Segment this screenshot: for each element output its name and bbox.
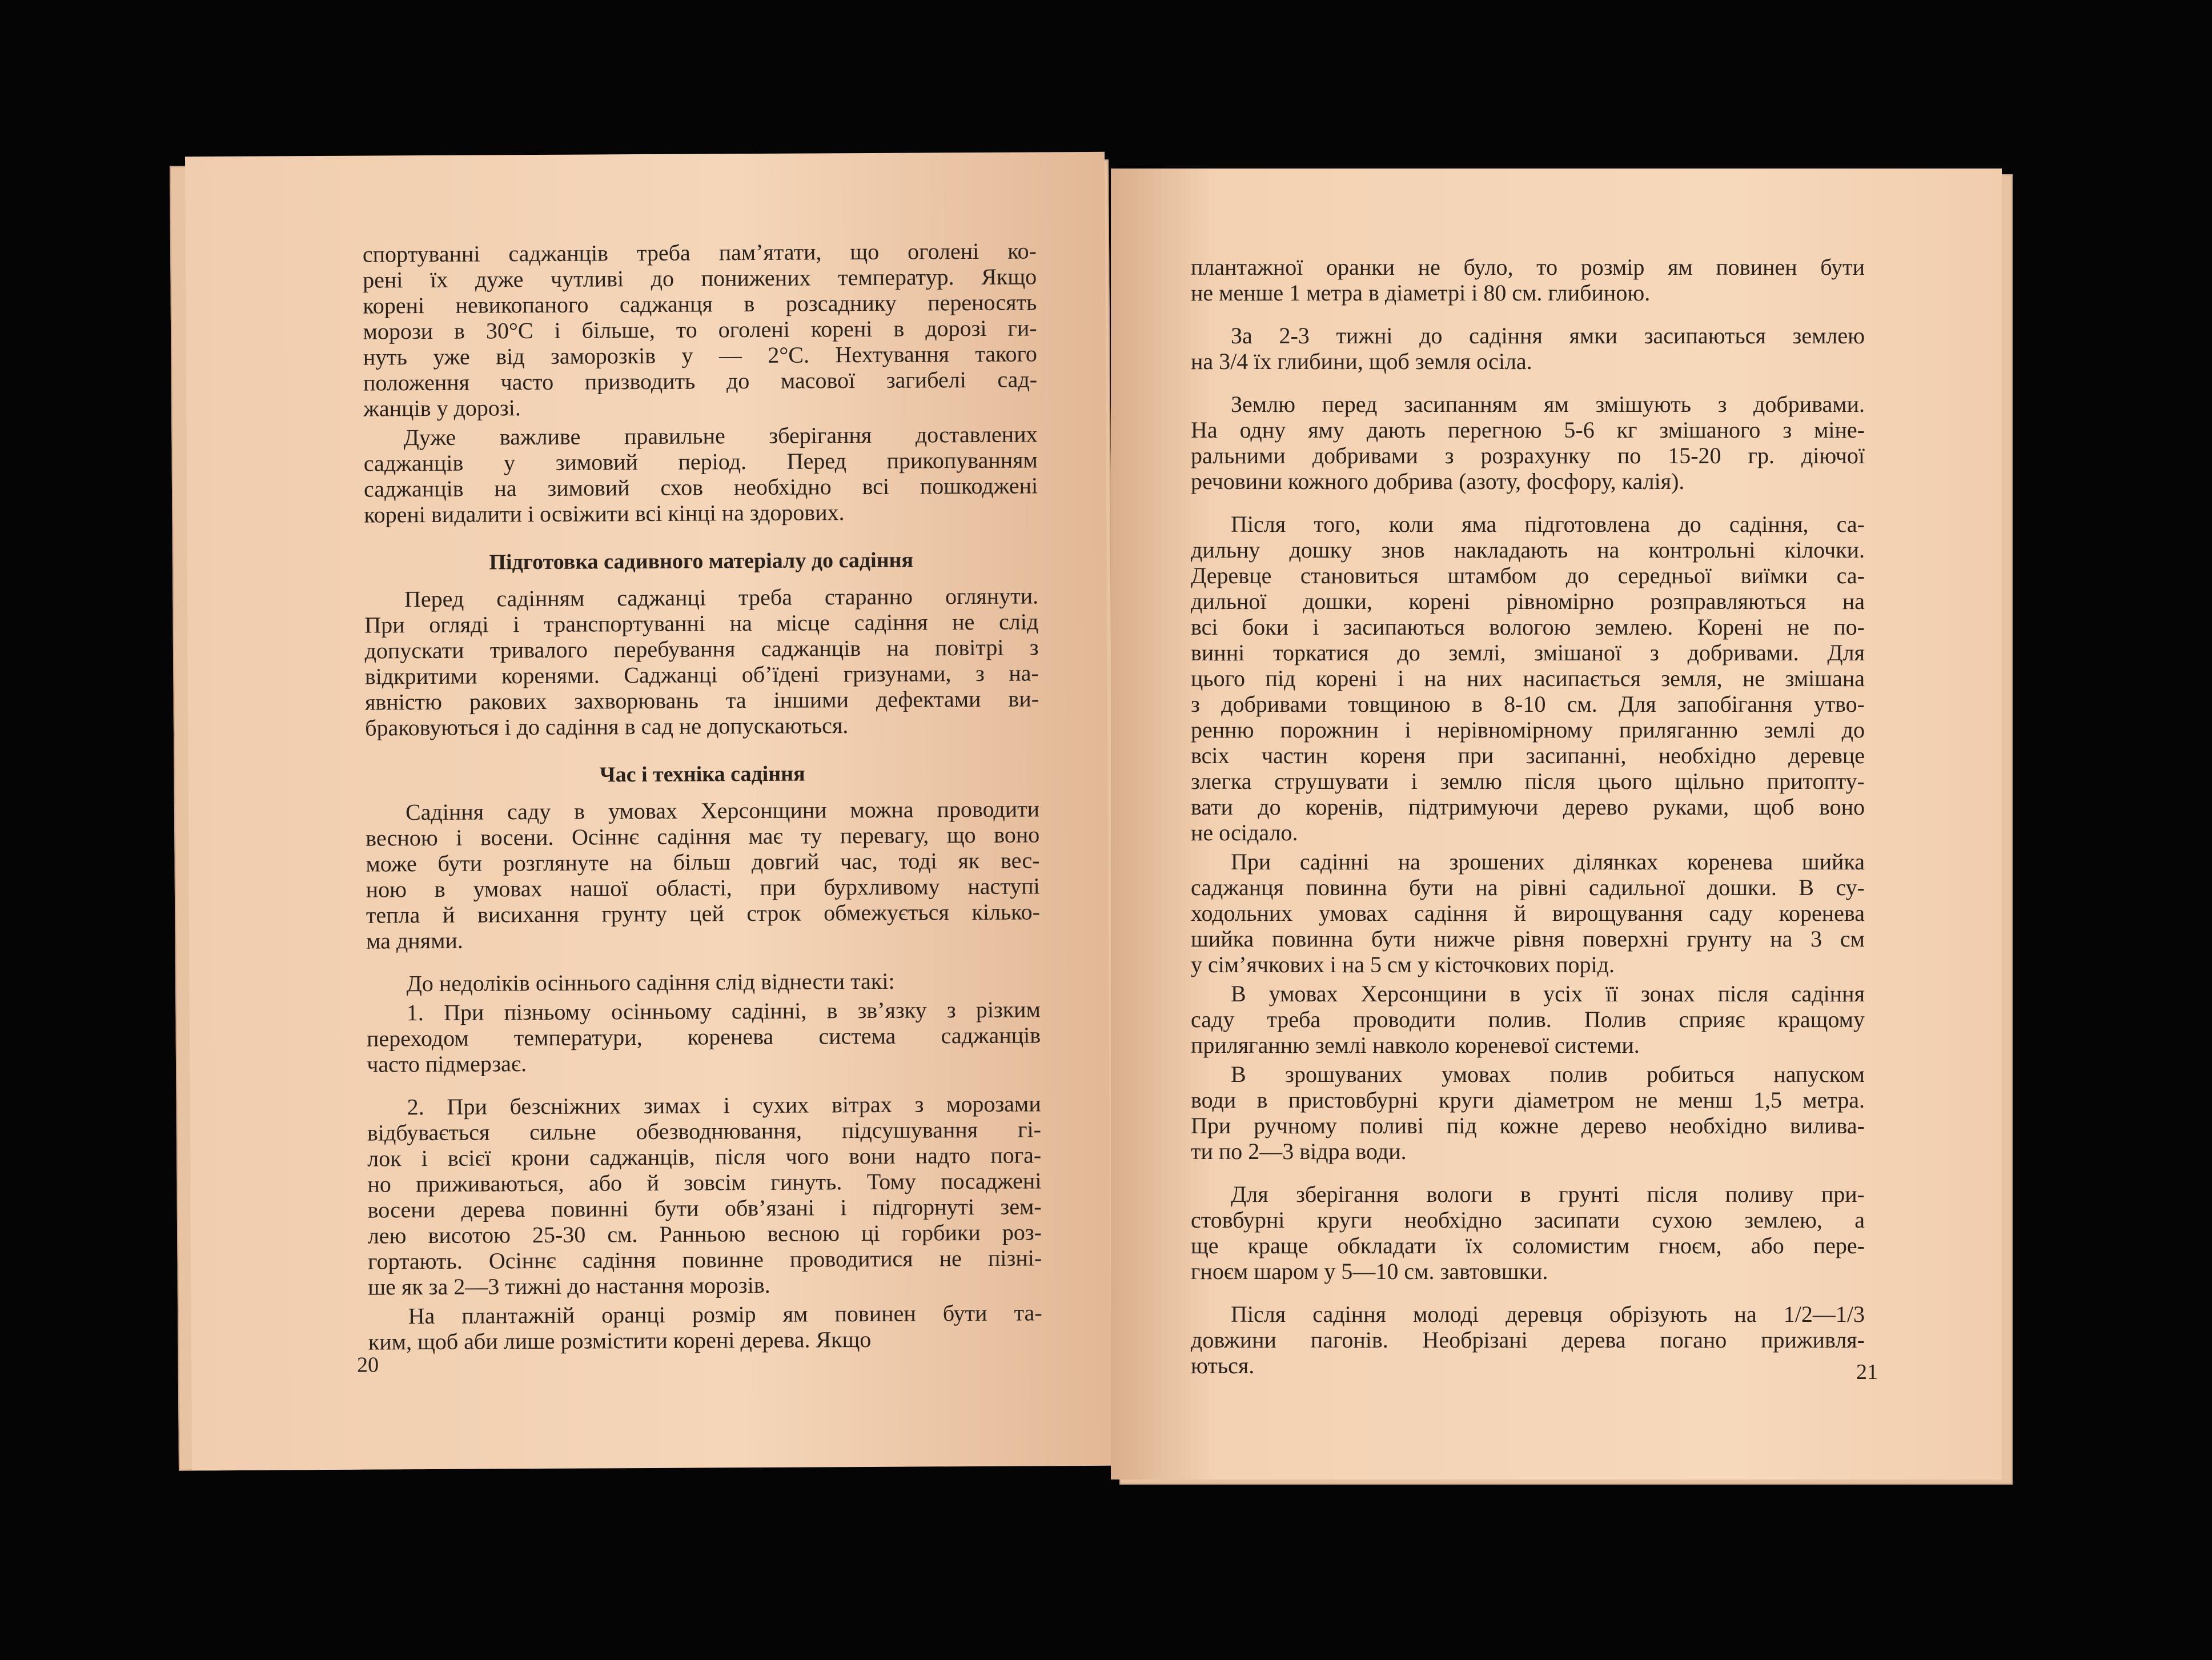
text-line: Перед садінням саджанці треба старанно оглянути. [404,583,1039,612]
paragraph [363,238,1038,421]
paragraph [368,1300,1042,1354]
page-number: 20 [356,1353,379,1377]
text-line: Садіння саду в умовах Херсонщини можна проводити [405,796,1040,825]
text-line: браковуються і до садіння в сад не допускаються. [365,712,849,741]
text-line: нуть уже від заморозків у — 2°С. Нехтування такого [363,340,1037,370]
paragraph [1191,323,1865,374]
text-line: гноєм шаром у 5—10 см. завтовшки. [1191,1258,1548,1284]
text-line: стовбурні круги необхідно засипати сухою землею, а [1191,1207,1865,1233]
text-line: у сім’ячкових і на 5 см у кісточкових порід. [1191,952,1615,977]
text-line: саду треба проводити полив. Полив сприяє кращому [1191,1007,1865,1032]
text-line: но приживаються, або й зовсім гинуть. Тому посаджені [367,1168,1042,1197]
text-line: вати до коренів, підтримуючи дерево руками, щоб воно [1191,794,1865,820]
paragraph [363,421,1038,527]
paragraph [367,996,1041,1077]
text-line: ким, щоб аби лише розмістити корені дерева. Якщо [368,1326,872,1355]
section-heading: Час і техніка садіння [599,761,805,787]
text-line: дильної дошки, корені рівномірно розправляються на [1191,588,1865,614]
text-line: За 2-3 тижні до садіння ямки засипаються землею [1231,323,1865,348]
text-line: води в пристовбурні круги діаметром не менш 1,5 метра. [1191,1087,1865,1113]
text-line: ною в умовах нашої області, при бурхливому наступі [366,873,1040,903]
text-line: При садінні на зрошених ділянках коренева шийка [1231,849,1865,875]
paragraph [1191,254,1865,306]
text-line: плантажної оранки не було, то розмір ям повинен бути [1191,254,1865,280]
text-line: В умовах Херсонщини в усіх її зонах після садіння [1231,981,1865,1007]
text-line: положення часто призводить до масової загибелі сад- [363,366,1038,396]
right-page [1111,169,2002,1479]
text-line: відбувається сильне обезводнювання, підсушування гі- [367,1116,1042,1146]
paragraph [366,796,1040,953]
text-line: з добривами товщиною в 8-10 см. Для запобігання утво- [1191,691,1865,717]
paragraph [366,967,1040,996]
text-line: весною і восени. Осіннє садіння має ту перевагу, що воно [366,821,1040,851]
text-line: При огляді і транспортуванні на місце садіння не слід [364,608,1039,638]
text-line: не осідало. [1191,820,1298,845]
text-line: шийка повинна бути нижче рівня поверхні грунту на 3 см [1191,926,1865,952]
text-line: тепла й висихання грунту цей строк обмежується кілько- [366,899,1041,928]
text-line: Після того, коли яма підготовлена до садіння, са- [1231,511,1865,537]
paragraph [1191,1181,1865,1284]
text-line: До недоліків осіннього садіння слід віднести такі: [406,968,895,997]
text-line: не менше 1 метра в діаметрі і 80 см. глибиною. [1191,280,1651,306]
text-line: допускати тривалого перебування саджанців на повітрі з [364,634,1039,664]
text-line: явністю ракових захворювань та іншими дефектами ви- [364,685,1039,715]
section-heading: Підготовка садивного матеріалу до садіння [489,548,914,575]
paragraph [364,583,1039,740]
paragraph [1191,981,1865,1058]
text-line: всіх частин кореня при засипанні, необхідно деревце [1191,743,1865,768]
text-line: відкритими коренями. Саджанці об’їдені гризунами, з на- [364,660,1039,689]
text-line: Після садіння молоді деревця обрізують на 1/2—1/3 [1231,1301,1865,1327]
text-line: переходом температури, коренева система саджанців [366,1022,1041,1052]
text-line: ше як за 2—3 тижні до настання морозів. [368,1272,770,1300]
text-line: довжини пагонів. Необрізані дерева погано приживля- [1191,1327,1865,1353]
text-line: всі боки і засипаються вологою землею. Корені не по- [1191,614,1865,640]
left-page [185,152,1111,1470]
text-line: На одну яму дають перегною 5-6 кг змішаного з міне- [1191,417,1865,443]
text-line: дильну дошку знов накладають на контрольні кілочки. [1191,537,1865,563]
text-line: цього під корені і на них насипається земля, не змішана [1191,665,1865,691]
text-line: приляганню землі навколо кореневої системи. [1191,1032,1640,1058]
paragraph [1191,849,1865,977]
paragraph [1191,511,1865,845]
text-line: лею висотою 25-30 см. Ранньою весною ці горбики роз- [367,1219,1042,1249]
text-line: гортають. Осіннє садіння повинне проводитися не пізні- [368,1245,1042,1274]
text-line: корені невикопаного саджанця в розсаднику переносять [363,289,1037,319]
text-line: На плантажній оранці розмір ям повинен бути та- [408,1300,1042,1329]
text-line: ральними добривами з розрахунку по 15-20 гр. діючої [1191,443,1865,468]
paragraph [367,1090,1042,1300]
text-line: Деревце становиться штамбом до середньої виїмки са- [1191,563,1865,588]
paragraph [1191,1061,1865,1164]
text-line: злегка струшувати і землю після цього щільно притопту- [1191,768,1865,794]
text-line: Для зберігання вологи в грунті після поливу при- [1231,1181,1865,1207]
text-line: ма днями. [366,927,463,954]
text-line: При ручному поливі під кожне дерево необхідно вилива- [1191,1113,1865,1138]
right-page-text [1191,254,1865,1382]
text-line: саджанця повинна бути на рівні садильної дошки. В су- [1191,875,1865,900]
text-line: речовини кожного добрива (азоту, фосфору, калія). [1191,468,1685,494]
text-line: Дуже важливе правильне зберігання доставлених [403,421,1038,451]
text-line: рені їх дуже чутливі до понижених температур. Якщо [363,263,1037,293]
text-line: 2. При безсніжних зимах і сухих вітрах з морозами [407,1090,1041,1120]
text-line: ються. [1191,1353,1255,1378]
text-line: корені видалити і освіжити всі кінці на здорових. [364,499,845,528]
text-line: ходольних умовах садіння й вирощування саду коренева [1191,900,1865,926]
text-line: Землю перед засипанням ям змішують з добривами. [1231,391,1865,417]
paragraph [1191,391,1865,494]
text-line: жанців у дорозі. [363,395,521,422]
text-line: саджанців на зимовий схов необхідно всі пошкоджені [363,472,1038,502]
text-line: на 3/4 їх глибини, щоб земля осіла. [1191,348,1532,374]
text-line: ти по 2—3 відра води. [1191,1138,1407,1164]
text-line: ще краще обкладати їх соломистим гноєм, або пере- [1191,1233,1865,1258]
page-number: 21 [1856,1360,1878,1384]
text-line: часто підмерзає. [367,1050,527,1077]
text-line: спортуванні саджанців треба пам’ятати, що оголені ко- [362,238,1037,267]
text-line: може бути розглянуте на більш довгий час, тоді як вес- [366,847,1040,877]
text-line: винні торкатися до землі, змішаної з добривами. Для [1191,640,1865,665]
text-line: лок і всієї крони саджанців, після чого вони надто пога- [367,1142,1042,1172]
text-line: восени дерева повинні бути обв’язані і підгорнуті зем- [367,1193,1042,1223]
text-line: В зрошуваних умовах полив робиться напуском [1231,1061,1865,1087]
left-page-text [363,238,1042,1358]
text-line: морози в 30°С і більше, то оголені корені в дорозі ги- [363,315,1037,344]
text-line: ренню порожнин і нерівномірному приляганню землі до [1191,717,1865,743]
text-line: 1. При пізньому осінньому садінні, в зв’язку з різким [406,996,1041,1026]
text-line: саджанців у зимовий період. Перед прикопуванням [363,447,1038,476]
paragraph [1191,1301,1865,1378]
